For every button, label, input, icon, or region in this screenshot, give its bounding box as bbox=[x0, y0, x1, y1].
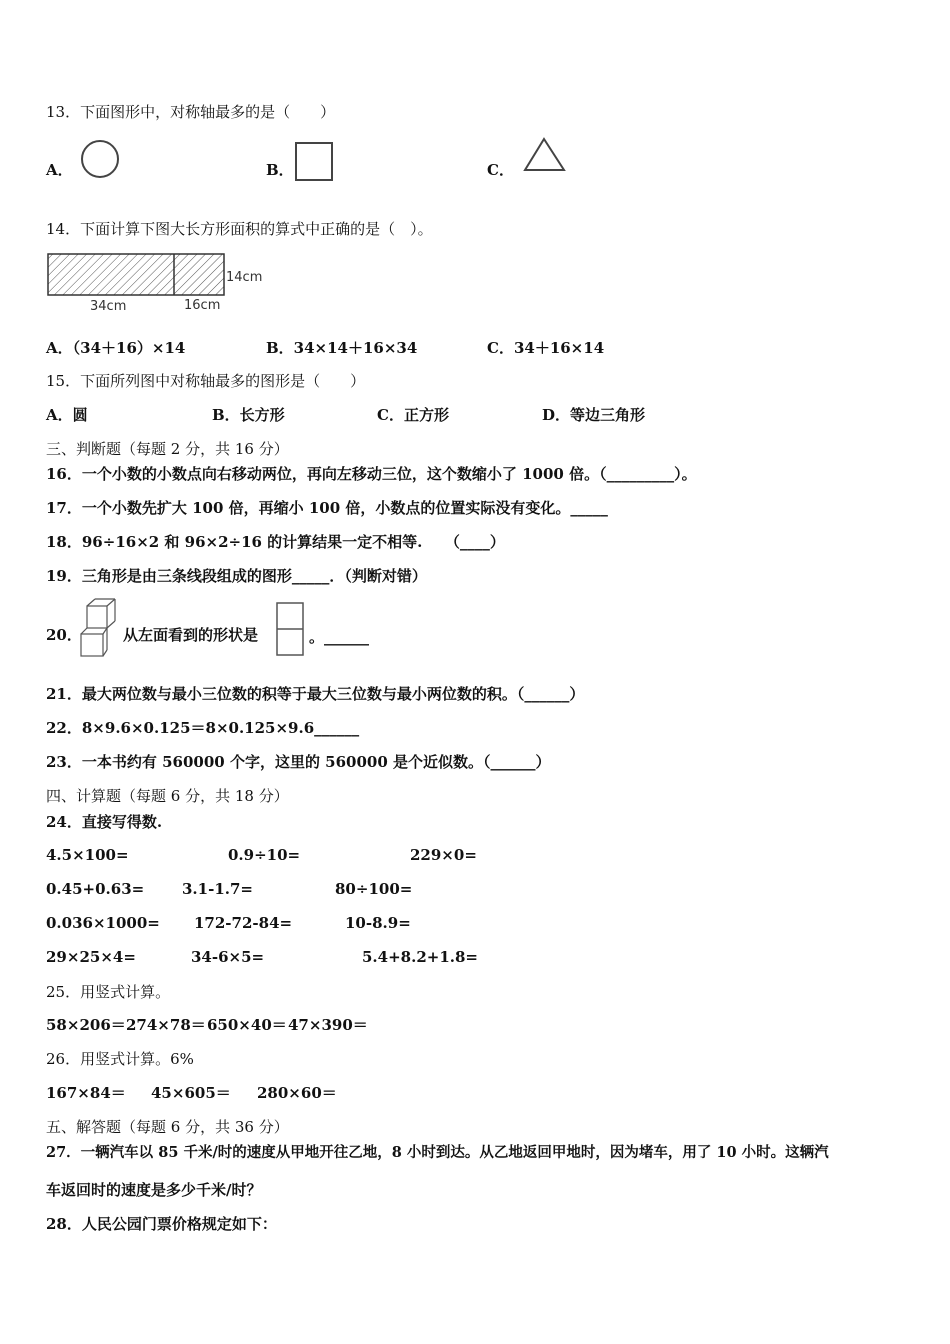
q18: 18．96÷16×2 和 96×2÷16 的计算结果一定不相等. （____） bbox=[46, 533, 505, 551]
calc-item: 274×78＝ bbox=[126, 1016, 206, 1034]
circle-shape bbox=[80, 138, 122, 180]
q25-stem: 25．用竖式计算。 bbox=[46, 983, 171, 1001]
q14-option-a: A．（34＋16）×14 bbox=[46, 339, 186, 357]
section-4-heading: 四、计算题（每题 6 分，共 18 分） bbox=[46, 787, 289, 805]
calc-item: 29×25×4= bbox=[46, 948, 136, 966]
q19: 19．三角形是由三条线段组成的图形_____．（判断对错） bbox=[46, 567, 427, 585]
q23: 23．一本书约有 560000 个字，这里的 560000 是个近似数。（______） bbox=[46, 753, 551, 771]
left-view-figure bbox=[275, 602, 305, 656]
calc-item: 45×605＝ bbox=[151, 1084, 231, 1102]
section-3-heading: 三、判断题（每题 2 分，共 16 分） bbox=[46, 440, 289, 458]
calc-item: 0.9÷10= bbox=[228, 846, 301, 864]
q15-option-d: D．等边三角形 bbox=[542, 406, 646, 424]
q16: 16．一个小数的小数点向右移动两位，再向左移动三位，这个数缩小了 1000 倍。（_________）。 bbox=[46, 465, 697, 483]
calc-item: 3.1-1.7= bbox=[182, 880, 253, 898]
q14-stem: 14．下面计算下图大长方形面积的算式中正确的是（ ）。 bbox=[46, 220, 433, 238]
height-label: 14cm bbox=[226, 270, 263, 285]
q26-stem: 26．用竖式计算。6% bbox=[46, 1050, 194, 1068]
q28: 28．人民公园门票价格规定如下： bbox=[46, 1215, 277, 1233]
q24-stem: 24．直接写得数. bbox=[46, 813, 163, 831]
q13-option-a: A． bbox=[46, 161, 73, 179]
calc-item: 10-8.9= bbox=[345, 914, 411, 932]
q20-text: 从左面看到的形状是 bbox=[123, 626, 259, 644]
q13-option-c: C． bbox=[487, 161, 514, 179]
q27-line-1: 27．一辆汽车以 85 千米/时的速度从甲地开往乙地，8 小时到达。从乙地返回甲地时，因为堵车，用了 10 小时。这辆汽 bbox=[46, 1144, 829, 1161]
q22: 22．8×9.6×0.125＝8×0.125×9.6______ bbox=[46, 719, 360, 737]
right-width-label: 16cm bbox=[184, 298, 221, 313]
q20-answer-blank: 。______ bbox=[309, 628, 370, 646]
calc-item: 280×60＝ bbox=[257, 1084, 337, 1102]
q21: 21．最大两位数与最小三位数的积等于最大三位数与最小两位数的积。（______） bbox=[46, 685, 585, 703]
cube-stack-figure bbox=[79, 598, 121, 658]
calc-item: 172-72-84= bbox=[194, 914, 293, 932]
q15-stem: 15．下面所列图中对称轴最多的图形是（ ） bbox=[46, 372, 366, 390]
calc-item: 80÷100= bbox=[335, 880, 413, 898]
section-5-heading: 五、解答题（每题 6 分，共 36 分） bbox=[46, 1118, 289, 1136]
triangle-shape bbox=[522, 136, 568, 174]
calc-item: 58×206＝ bbox=[46, 1016, 126, 1034]
square-shape bbox=[294, 141, 334, 181]
q13-option-b: B． bbox=[266, 161, 294, 179]
calc-item: 167×84＝ bbox=[46, 1084, 126, 1102]
calc-item: 0.036×1000= bbox=[46, 914, 160, 932]
rectangle-figure bbox=[46, 252, 276, 316]
calc-item: 650×40＝ bbox=[207, 1016, 287, 1034]
q20-number: 20． bbox=[46, 626, 82, 644]
q17: 17．一个小数先扩大 100 倍，再缩小 100 倍，小数点的位置实际没有变化。_____ bbox=[46, 499, 608, 517]
q13-stem: 13．下面图形中，对称轴最多的是（ ） bbox=[46, 103, 336, 121]
left-width-label: 34cm bbox=[90, 299, 127, 314]
calc-item: 229×0= bbox=[410, 846, 477, 864]
calc-item: 5.4+8.2+1.8= bbox=[362, 948, 478, 966]
calc-item: 34-6×5= bbox=[191, 948, 265, 966]
q15-option-b: B．长方形 bbox=[212, 406, 285, 424]
calc-item: 47×390＝ bbox=[288, 1016, 368, 1034]
q14-option-b: B．34×14＋16×34 bbox=[266, 339, 418, 357]
q15-option-a: A．圆 bbox=[46, 406, 88, 424]
q27-line-2: 车返回时的速度是多少千米/时？ bbox=[46, 1181, 262, 1199]
q15-option-c: C．正方形 bbox=[377, 406, 449, 424]
calc-item: 4.5×100= bbox=[46, 846, 129, 864]
calc-item: 0.45+0.63= bbox=[46, 880, 145, 898]
q14-option-c: C．34＋16×14 bbox=[487, 339, 605, 357]
